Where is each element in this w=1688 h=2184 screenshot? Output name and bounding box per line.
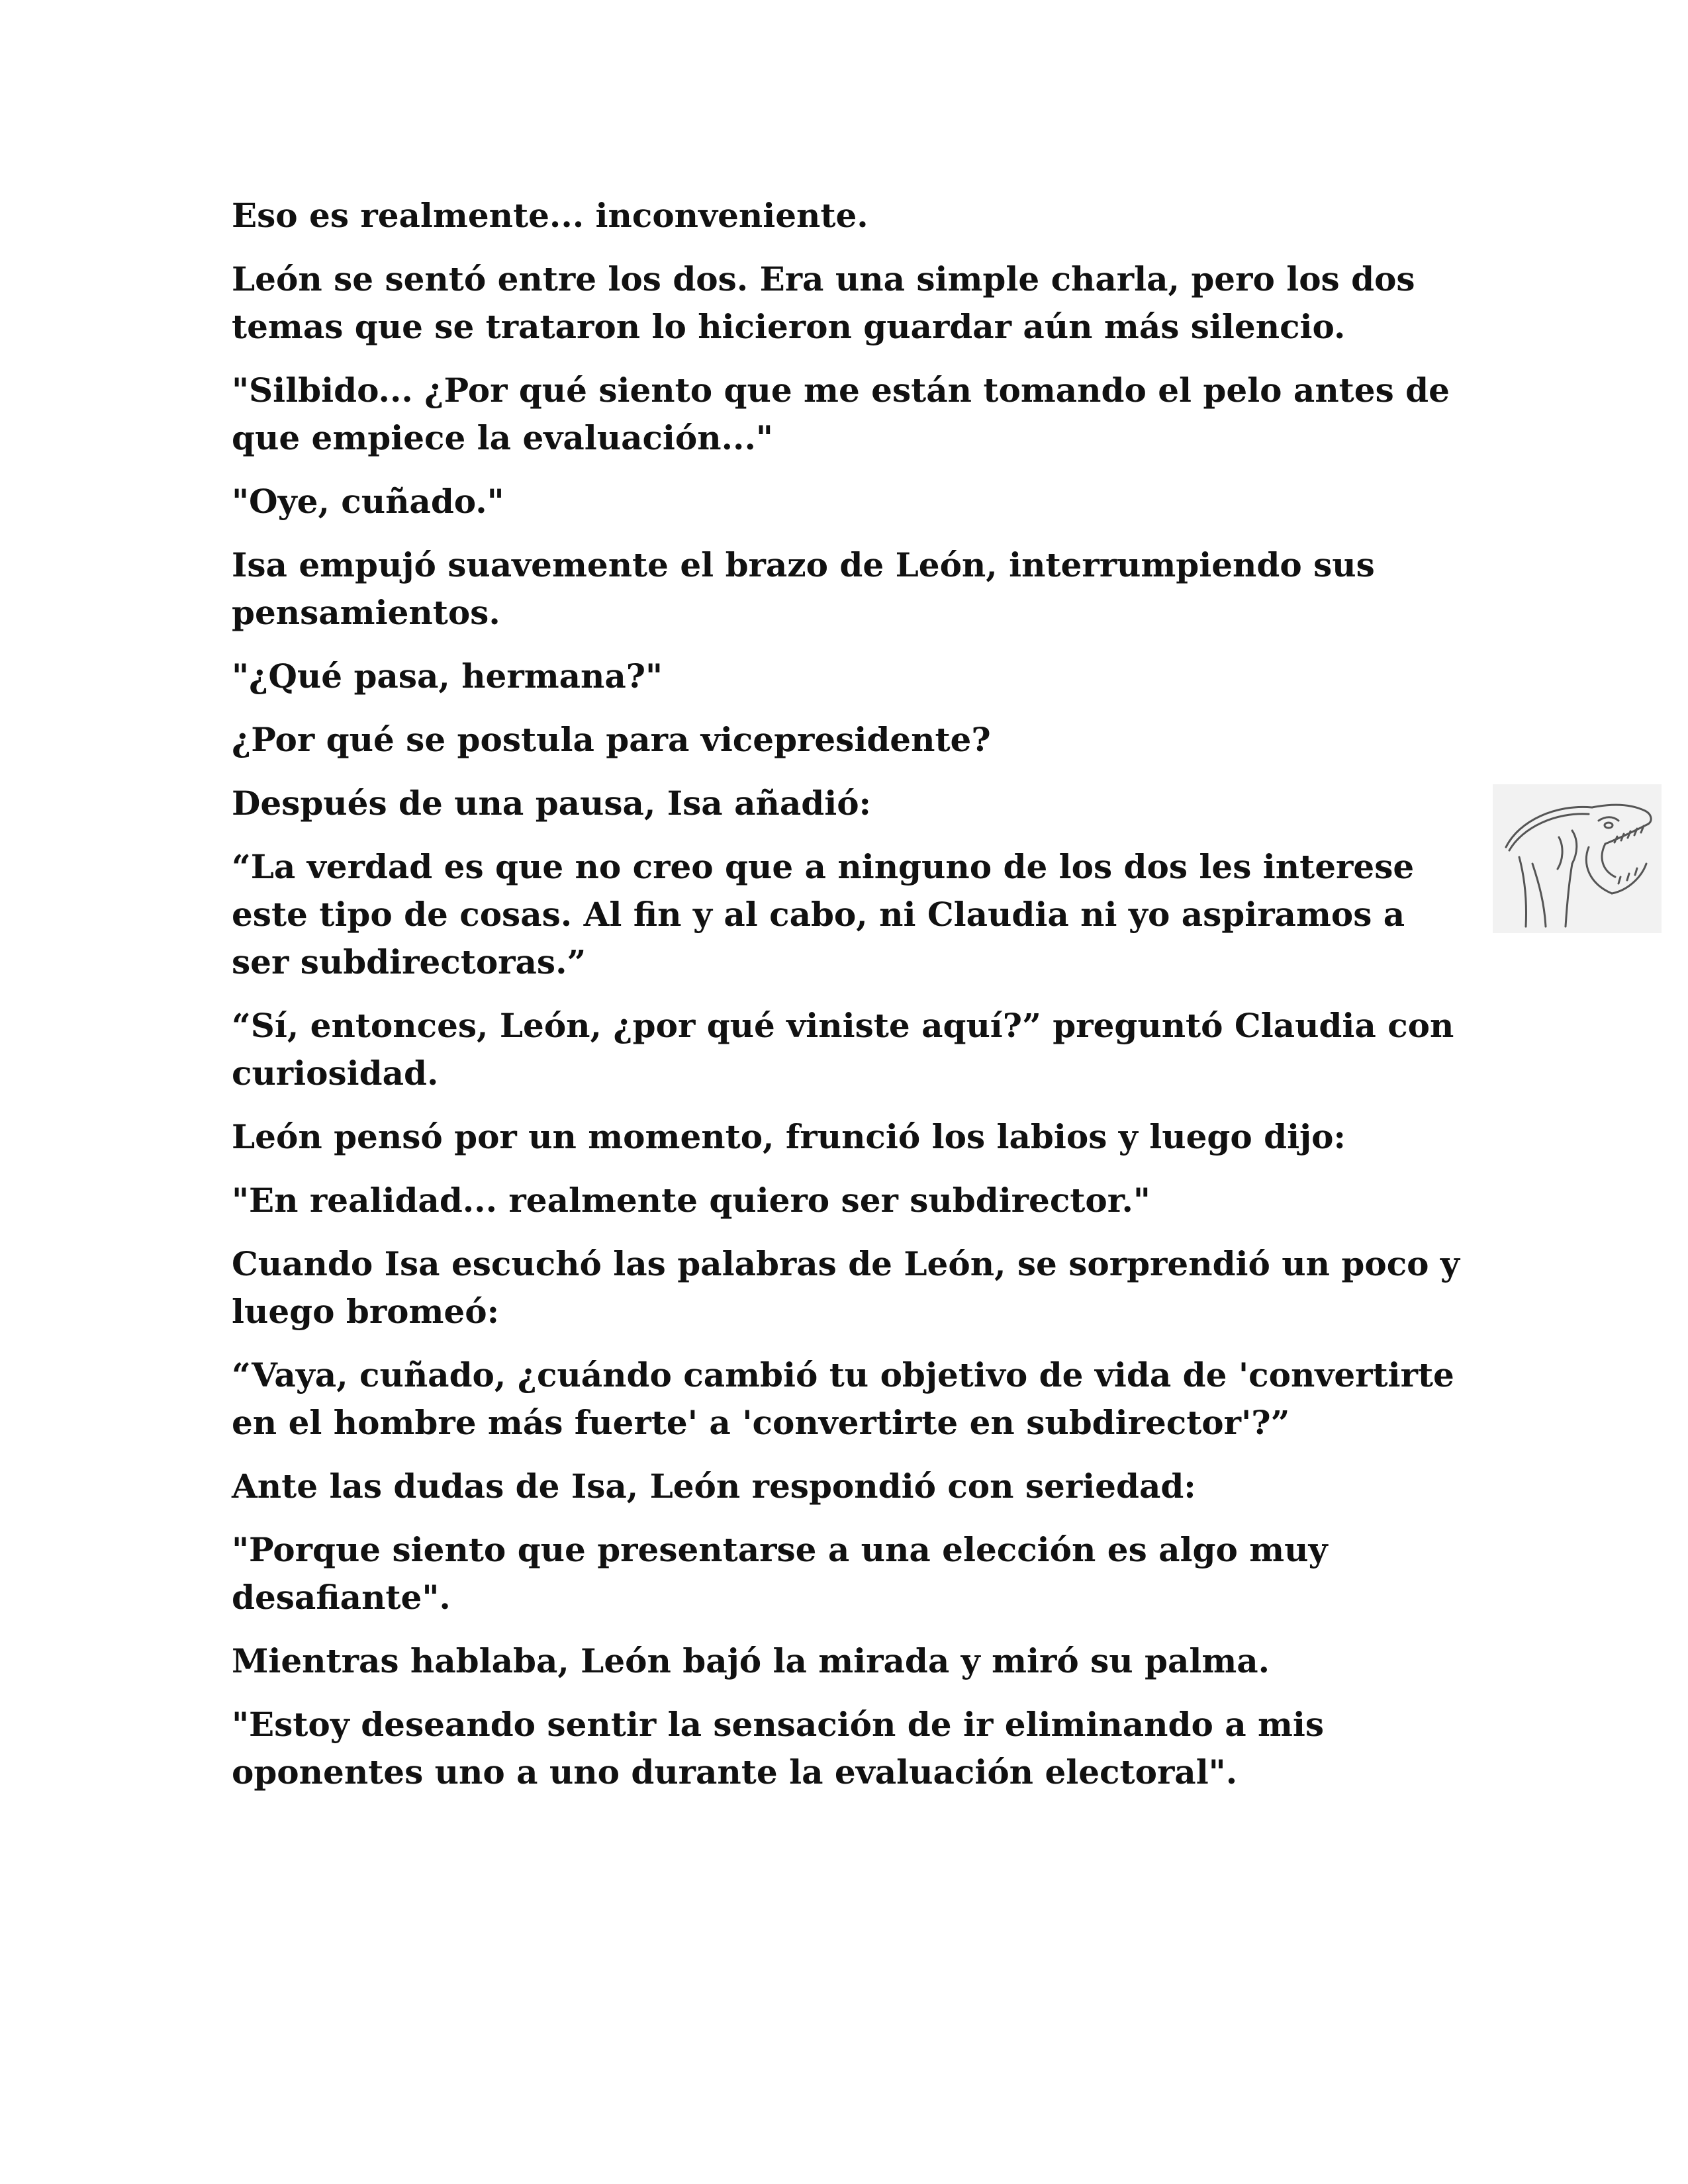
paragraph: "Estoy deseando sentir la sensación de ir eliminando a mis oponentes uno a uno durante la evaluación electoral". [232,1705,1325,1792]
paragraph: “Vaya, cuñado, ¿cuándo cambió tu objetivo de vida de 'convertirte en el hombre más fuerte' a 'convertirte en subdirector'?” [232,1355,1454,1442]
paragraph: "¿Qué pasa, hermana?" [232,657,663,696]
paragraph: “Sí, entonces, León, ¿por qué viniste aquí?” preguntó Claudia con curiosidad. [232,1006,1454,1093]
paragraph: "Silbido... ¿Por qué siento que me están tomando el pelo antes de que empiece la evaluación..." [232,371,1450,457]
paragraph: “La verdad es que no creo que a ninguno de los dos les interese este tipo de cosas. Al fin y al cabo, ni Claudia ni yo aspiramos a ser subdirectoras.” [232,847,1415,981]
paragraph: Después de una pausa, Isa añadió: [232,784,872,823]
dinosaur-head-sketch-icon [1493,784,1662,933]
paragraph: León pensó por un momento, frunció los labios y luego dijo: [232,1117,1346,1156]
paragraph: ¿Por qué se postula para vicepresidente? [232,720,991,759]
paragraph: León se sentó entre los dos. Era una simple charla, pero los dos temas que se trataron lo hicieron guardar aún más silencio. [232,259,1415,346]
paragraph: "Porque siento que presentarse a una elección es algo muy desafiante". [232,1530,1328,1617]
paragraph: Mientras hablaba, León bajó la mirada y miró su palma. [232,1641,1270,1680]
paragraph: Eso es realmente... inconveniente. [232,196,868,235]
paragraph: Ante las dudas de Isa, León respondió con seriedad: [232,1467,1196,1506]
paragraph: Cuando Isa escuchó las palabras de León, se sorprendió un poco y luego bromeó: [232,1244,1460,1331]
paragraph: Isa empujó suavemente el brazo de León, interrumpiendo sus pensamientos. [232,545,1375,632]
paragraph: "Oye, cuñado." [232,482,504,521]
paragraph: "En realidad... realmente quiero ser subdirector." [232,1181,1150,1220]
body-text [232,192,1463,1812]
